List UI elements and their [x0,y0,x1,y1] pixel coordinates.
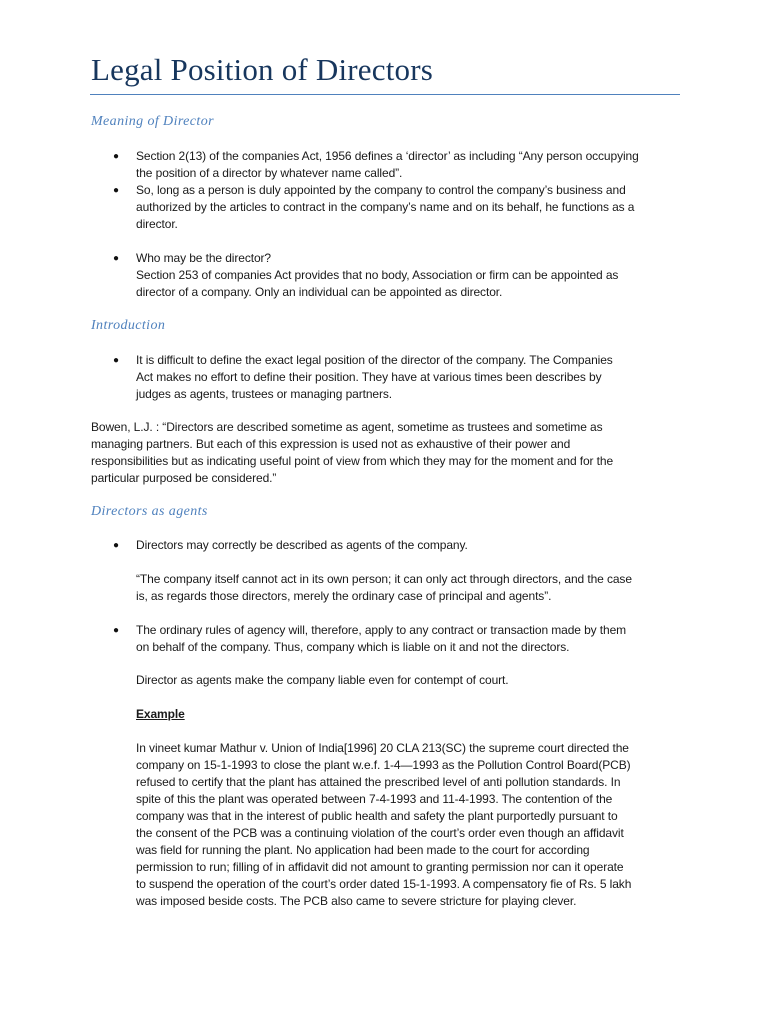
text-line: So, long as a person is duly appointed by the company to control the company’s business and [136,183,626,197]
bullet-marker: ● [113,253,120,264]
text-line: is, as regards those directors, merely the ordinary case of principal and agents”. [136,589,552,603]
bullet-marker: ● [113,540,120,551]
text-line: the position of a director by whatever name called”. [136,166,403,180]
agents-paragraph [136,672,509,689]
text-line: managing partners. But each of this expression is used not as exhaustive of their power and [91,437,571,451]
agents-quote [136,571,632,605]
text-line: Director as agents make the company liable even for contempt of court. [136,673,509,687]
text-line: It is difficult to define the exact legal position of the director of the company. The Companies [136,353,613,367]
text-line: particular purposed be considered.” [91,471,277,485]
page-title: Legal Position of Directors [91,52,434,87]
text-line: company was that in the interest of public health and safety the plant purportedly pursuant to [136,809,618,823]
heading-directors-as-agents: Directors as agents [91,504,208,519]
bullet-marker: ● [113,355,120,366]
meaning-bullet-3 [136,250,618,301]
text-line: The ordinary rules of agency will, therefore, apply to any contract or transaction made by them [136,623,627,637]
meaning-bullet-2 [136,182,634,233]
text-line: on behalf of the company. Thus, company which is liable on it and not the directors. [136,640,570,654]
bowen-quote [91,419,613,487]
heading-introduction: Introduction [91,318,166,333]
introduction-bullet-1 [136,352,613,403]
text-line: Who may be the director? [136,251,271,265]
text-line: “The company itself cannot act in its own person; it can only act through directors, and the case [136,572,632,586]
text-line: company on 15-1-1993 to close the plant w.e.f. 1-4—1993 as the Pollution Control Board(PCB) [136,758,631,772]
text-line: was imposed beside costs. The PCB also came to severe stricture for playing clever. [136,894,577,908]
text-line: director. [136,217,178,231]
text-line: Section 253 of companies Act provides that no body, Association or firm can be appointed as [136,268,619,282]
text-line: was field for running the plant. No application had been made to the court for according [136,843,590,857]
title-underline [90,94,680,95]
bullet-marker: ● [113,151,120,162]
text-line: director of a company. Only an individual can be appointed as director. [136,285,503,299]
bullet-marker: ● [113,185,120,196]
text-line: Act makes no effort to define their position. They have at various times been describes by [136,370,602,384]
agents-bullet-2 [136,622,626,656]
text-line: responsibilities but as indicating useful point of view from which they may for the moment and for the [91,454,614,468]
text-line: judges as agents, trustees or managing partners. [136,387,393,401]
text-line: permission to run; filling of in affidavit did not amount to granting permission nor can it operate [136,860,624,874]
text-line: refused to certify that the plant has attained the prescribed level of anti pollution standards. In [136,775,621,789]
text-line: Section 2(13) of the companies Act, 1956 defines a ‘director’ as including “Any person occupying [136,149,639,163]
heading-meaning-of-director: Meaning of Director [91,114,214,129]
text-line: authorized by the articles to contract in the company’s name and on its behalf, he functions as a [136,200,635,214]
meaning-bullet-1 [136,148,639,182]
example-heading: Example [136,707,185,721]
bullet-marker: ● [113,625,120,636]
text-line: In vineet kumar Mathur v. Union of India[1996] 20 CLA 213(SC) the supreme court directed the [136,741,629,755]
text-line: Bowen, L.J. : “Directors are described sometime as agent, sometime as trustees and sometime as [91,420,603,434]
example-paragraph [136,740,631,910]
agents-bullet-1 [136,537,468,554]
text-line: to suspend the operation of the court’s order dated 15-1-1993. A compensatory fie of Rs. 5 lakh [136,877,632,891]
example-label [136,706,185,723]
text-line: Directors may correctly be described as agents of the company. [136,538,468,552]
text-line: the consent of the PCB was a continuing violation of the court’s order even though an affidavit [136,826,624,840]
text-line: spite of this the plant was operated between 7-4-1993 and 11-4-1993. The contention of the [136,792,613,806]
